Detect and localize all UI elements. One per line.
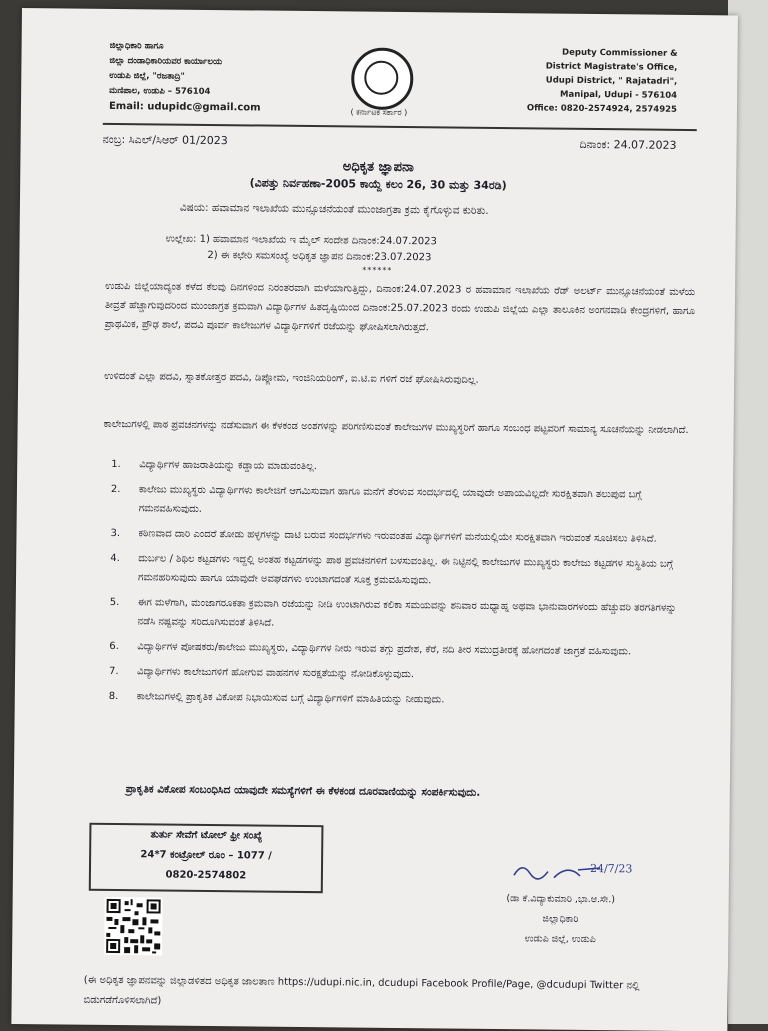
memo-subject: ವಿಷಯ: ಹವಾಮಾನ ಇಲಾಖೆಯ ಮುನ್ಸೂಚನೆಯಂತೆ ಮುಂಜಾಗ್ರತಾ ಕ್ರಮ ಕೈಗೊಳ್ಳುವ ಕುರಿತು.: [179, 201, 489, 217]
list-item: [109, 687, 693, 712]
memo-date: ದಿನಾಂಕ: 24.07.2023: [579, 137, 677, 152]
address-line: Deputy Commissioner &: [562, 47, 678, 59]
address-line: ಮಣಿಪಾಲ, ಉಡುಪಿ – 576104: [109, 85, 211, 97]
item-number: 5.: [109, 596, 120, 609]
item-number: 1.: [111, 458, 121, 471]
item-text: ದುರ್ಬಲ / ಶಿಥಿಲ ಕಟ್ಟಡಗಳು ಇದ್ದಲ್ಲಿ ಅಂತಹ ಕಟ್ಟಡಗಳನ್ನು ಪಾಠ ಪ್ರವಚನಗಳಿಗೆ ಬಳಸುವಂತಿಲ್ಲ. ಈ ನಿಟ್ಟಿನಲ್ಲಿ ಕಾಲೇಜುಗಳ ಮುಖ್ಯಸ್ಥರು ಕಾಲೇಜು ಕಟ್ಟಡಗಳ ಸುಸ್ಥಿತಿಯ ಬಗ್ಗೆ ಗಮನಹರಿಸುವುದು ಹಾಗೂ ಯಾವುದೇ ಅವಘಡಗಳು ಉಂಟಾಗದಂತೆ ಸೂಕ್ತ ಕ್ರಮವಹಿಸುವುದು.: [137, 553, 674, 587]
list-item: [109, 662, 693, 687]
helpline-number: 24*7 ಕಂಟ್ರೋಲ್ ರೂಂ – 1077 /: [140, 849, 272, 862]
item-text: ವಿದ್ಯಾರ್ಥಿಗಳ ಪೋಷಕರು/ಕಾಲೇಜು ಮುಖ್ಯಸ್ಥರು, ವಿದ್ಯಾರ್ಥಿಗಳ ನೀರು ಇರುವ ತಗ್ಗು ಪ್ರದೇಶ, ಕೆರೆ, ನದಿ ತೀರ ಸಮುದ್ರತೀರಕ್ಕೆ ಹೋಗದಂತೆ ಜಾಗ್ರತೆ ವಹಿಸುವುದು.: [137, 641, 632, 658]
list-item: [110, 524, 694, 549]
helpline-box: [89, 823, 324, 893]
references: [165, 232, 437, 267]
item-number: 3.: [110, 527, 121, 540]
government-emblem-icon: [351, 47, 414, 110]
list-item: [110, 549, 694, 593]
item-text: ಕಠಿಣವಾದ ದಾರಿ ಎಂದರೆ ತೋಡು ಹಳ್ಳಗಳನ್ನು ದಾಟಿ ಬರುವ ಸಂದರ್ಭಗಳು ಇರುವಂತಹ ವಿದ್ಯಾರ್ಥಿಗಳಿಗೆ ಮನೆಯಲ್ಲಿಯೇ ಸುರಕ್ಷಿತವಾಗಿ ಇರುವಂತೆ ಸೂಚಿಸಲು ತಿಳಿಸಿದೆ.: [138, 528, 657, 545]
item-number: 6.: [109, 640, 119, 653]
publication-note: (ಈ ಅಧಿಕೃತ ಜ್ಞಾಪನವನ್ನು ಜಿಲ್ಲಾಡಳಿತದ ಅಧಿಕೃತ ಜಾಲತಾಣ https://udupi.nic.in, dcudupi Facebook Profile/Page, @dcudupi Twitter ನಲ್ಲಿ ಬಿಡುಗಡೆಗೊಳಿಸಲಾಗಿದೆ): [83, 974, 640, 1007]
address-line: District Magistrate's Office,: [545, 61, 678, 73]
memo-title: ಅಧಿಕೃತ ಜ್ಞಾಪನಾ: [342, 159, 414, 176]
address-line: Manipal, Udupi - 576104: [560, 89, 678, 101]
signatory-name: (ಡಾ ಕೆ.ವಿದ್ಯಾಕುಮಾರಿ ,ಭಾ.ಆ.ಸೇ.): [506, 893, 616, 906]
separator-stars: ******: [362, 265, 393, 275]
item-text: ಈಗ ಮಳೆಗಾಗಿ, ಮಂಜಾಗರೂಕತಾ ಕ್ರಮವಾಗಿ ರಜೆಯನ್ನು ನೀಡಿ ಉಂಟಾಗಿರುವ ಕಲಿಕಾ ಸಮಯವನ್ನು ಶನಿವಾರ ಮಧ್ಯಾಹ್ನ ಅಥವಾ ಭಾನುವಾರಗಳಂದು ಹೆಚ್ಚುವರಿ ತರಗತಿಗಳನ್ನು ನಡೆಸಿ ನಷ್ಟವನ್ನು ಸರಿದೂಗಿಸುವಂತೆ ತಿಳಿಸಿದೆ.: [137, 597, 677, 629]
item-text: ಕಾಲೇಜು ಮುಖ್ಯಸ್ಥರು ವಿದ್ಯಾರ್ಥಿಗಳು ಕಾಲೇಜಿಗೆ ಆಗಮಿಸುವಾಗ ಹಾಗೂ ಮನೆಗೆ ತೆರಳುವ ಸಂದರ್ಭದಲ್ಲಿ ಯಾವುದೇ ಅಪಾಯವಿಲ್ಲದೇ ಸುರಕ್ಷಿತವಾಗಿ ತಲುಪುವ ಬಗ್ಗೆ ಗಮನವಹಿಸುವುದು.: [138, 484, 642, 515]
list-item: [109, 593, 693, 637]
signatory-place: ಉಡುಪಿ ಜಿಲ್ಲೆ, ಉಡುಪಿ: [524, 933, 596, 946]
memo-subtitle: (ವಿಪತ್ತು ನಿರ್ವಹಣಾ-2005 ಕಾಯ್ದೆ ಕಲಂ 26, 30 ಮತ್ತು 34ರಡಿ): [249, 176, 507, 193]
office-address-kannada: [109, 39, 261, 116]
instruction-list: [109, 455, 696, 718]
helpline-number: 0820-2574802: [165, 869, 247, 882]
address-line: ಜಿಲ್ಲಾಧಿಕಾರಿ ಹಾಗೂ: [109, 40, 164, 52]
reference-number: ನಂಬ್ರ: ಸಿಎಲ್/ಸಿಆರ್ 01/2023: [102, 132, 228, 148]
reference-item: 2) ಈ ಕಛೇರಿ ಸಮಸಂಖ್ಯೆ ಅಧಿಕೃತ ಜ್ಞಾಪನ ದಿನಾಂಕ:23.07.2023: [207, 249, 432, 264]
signature-scrawl: [508, 857, 638, 888]
body-paragraph: ಉಡುಪಿ ಜಿಲ್ಲೆಯಾದ್ಯಂತ ಕಳೆದ ಕೆಲವು ದಿನಗಳಿಂದ ನಿರಂತರವಾಗಿ ಮಳೆಯಾಗುತ್ತಿದ್ದು, ದಿನಾಂಕ:24.07.2023 ರ ಹವಾಮಾನ ಇಲಾಖೆಯ ರೆಡ್ ಅಲರ್ಟ್ ಮುನ್ಸೂಚನೆಯಂತೆ ಮಳೆಯ ತೀವ್ರತೆ ಹೆಚ್ಚಾಗುವುದರಿಂದ ಮುಂಜಾಗ್ರತ ಕ್ರಮವಾಗಿ ವಿದ್ಯಾರ್ಥಿಗಳ ಹಿತದೃಷ್ಟಿಯಿಂದ ದಿನಾಂಕ:25.07.2023 ರಂದು ಉಡುಪಿ ಜಿಲ್ಲೆಯ ಎಲ್ಲಾ ತಾಲೂಕಿನ ಅಂಗನವಾಡಿ ಕೇಂದ್ರಗಳಿಗೆ, ಹಾಗೂ ಪ್ರಾಥಮಿಕ, ಪ್ರೌಢ ಶಾಲೆ, ಪದವಿ ಪೂರ್ವ ಕಾಲೇಜುಗಳ ವಿದ್ಯಾರ್ಥಿಗಳಿಗೆ ರಜೆಯನ್ನು ಘೋಷಿಸಲಾಗಿರುತ್ತದೆ.: [104, 280, 696, 334]
item-number: 4.: [110, 552, 120, 565]
header-divider: [103, 123, 697, 131]
signatory-designation: ಜಿಲ್ಲಾಧಿಕಾರಿ: [542, 913, 579, 925]
item-number: 7.: [108, 665, 119, 678]
item-number: 2.: [110, 483, 121, 496]
body-paragraph: ಉಳಿದಂತೆ ಎಲ್ಲಾ ಪದವಿ, ಸ್ನಾತಕೋತ್ತರ ಪದವಿ, ಡಿಪ್ಲೋಮ, ಇಂಜಿನಿಯರಿಂಗ್, ಐ.ಟಿ.ಐ ಗಳಿಗೆ ರಜೆ ಘೋಷಿಸಿರುವುದಿಲ್ಲ.: [104, 370, 479, 386]
memo-document: [11, 8, 738, 1031]
reference-item: ಉಲ್ಲೇಖ: 1) ಹವಾಮಾನ ಇಲಾಖೆಯ ಇ ಮೈಲ್ ಸಂದೇಶ ದಿನಾಂಕ:24.07.2023: [165, 233, 437, 248]
signature-block: [460, 889, 661, 951]
list-item: [111, 480, 695, 524]
address-line: ಜಿಲ್ಲಾ ದಂಡಾಧಿಕಾರಿಯವರ ಕಾರ್ಯಾಲಯ: [109, 55, 223, 68]
office-phone: Office: 0820-2574924, 2574925: [526, 103, 678, 115]
body-paragraph: ಕಾಲೇಜುಗಳಲ್ಲಿ ಪಾಠ ಪ್ರವಚನಗಳನ್ನು ನಡೆಸುವಾಗ ಈ ಕೆಳಕಂಡ ಅಂಶಗಳನ್ನು ಪರಿಗಣಿಸುವಂತೆ ಕಾಲೇಜುಗಳ ಮುಖ್ಯಸ್ಥರಿಗೆ ಹಾಗೂ ಸಂಬಂಧ ಪಟ್ಟವರಿಗೆ ಸಾಮಾನ್ಯ ಸೂಚನೆಯನ್ನು ನೀಡಲಾಗಿದೆ.: [103, 418, 689, 437]
item-text: ಕಾಲೇಜುಗಳಲ್ಲಿ ಪ್ರಾಕೃತಿಕ ವಿಕೋಪ ನಿಭಾಯಿಸುವ ಬಗ್ಗೆ ವಿದ್ಯಾರ್ಥಿಗಳಿಗೆ ಮಾಹಿತಿಯನ್ನು ನೀಡುವುದು.: [136, 691, 445, 706]
helpline-title: ತುರ್ತು ಸೇವೆಗೆ ಟೋಲ್ ಫ್ರೀ ಸಂಖ್ಯೆ: [150, 829, 263, 842]
signature-date: 24/7/23: [589, 861, 633, 876]
office-email: Email: udupidc@gmail.com: [108, 100, 261, 114]
address-line: ಉಡುಪಿ ಜಿಲ್ಲೆ, "ರಜತಾದ್ರಿ": [109, 70, 185, 82]
item-number: 8.: [108, 690, 119, 703]
contact-note: ಪ್ರಾಕೃತಿಕ ವಿಕೋಪ ಸಂಬಂಧಿಸಿದ ಯಾವುದೇ ಸಮಸ್ಯೆಗಳಿಗೆ ಈ ಕೆಳಕಂಡ ದೂರವಾಣಿಯನ್ನು ಸಂಪರ್ಕಿಸುವುದು.: [125, 783, 481, 799]
list-item: [109, 637, 693, 662]
qr-code-icon: [104, 897, 163, 956]
emblem-caption: ( ಕರ್ನಾಟಕ ಸರ್ಕಾರ ): [350, 107, 408, 118]
item-text: ವಿದ್ಯಾರ್ಥಿಗಳ ಹಾಜರಾತಿಯನ್ನು ಕಡ್ಡಾಯ ಮಾಡುವಂತಿಲ್ಲ.: [139, 459, 318, 473]
office-address-english: [527, 45, 678, 117]
address-line: Udupi District, " Rajatadri",: [545, 75, 678, 87]
item-text: ವಿದ್ಯಾರ್ಥಿಗಳು ಕಾಲೇಜುಗಳಿಗೆ ಹೋಗುವ ವಾಹನಗಳ ಸುರಕ್ಷತೆಯನ್ನು ನೋಡಿಕೊಳ್ಳುವುದು.: [136, 666, 415, 681]
list-item: [111, 455, 695, 480]
